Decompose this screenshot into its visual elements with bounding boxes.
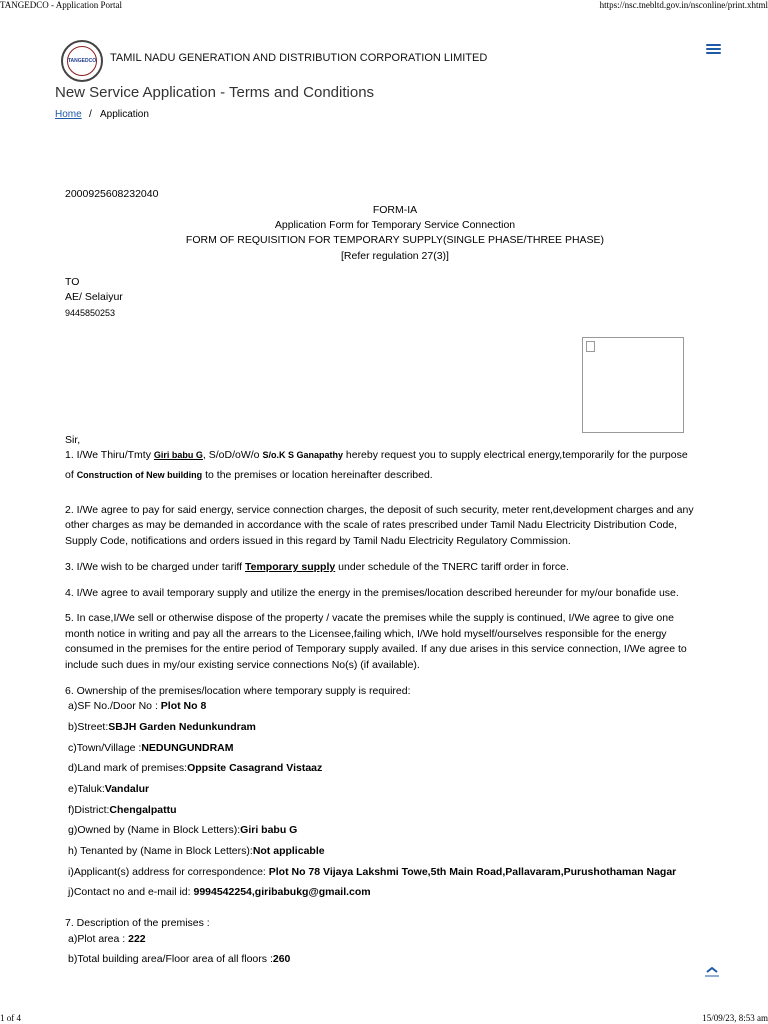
page-title: New Service Application - Terms and Conditions [55, 84, 375, 101]
purpose: Construction of New building [76, 470, 203, 480]
addressee: AE/ Selaiyur [65, 291, 123, 303]
form-heading: FORM OF REQUISITION FOR TEMPORARY SUPPLY(SINGLE PHASE/THREE PHASE) [185, 234, 605, 246]
field-door-no: a)SF No./Door No : Plot No 8 [68, 700, 207, 712]
field-plot-area: a)Plot area : 222 [68, 933, 146, 945]
hamburger-menu-icon[interactable] [706, 44, 721, 56]
logo-emblem: TANGEDCO [67, 46, 97, 76]
print-header-title: TANGEDCO - Application Portal [0, 0, 123, 10]
breadcrumb [55, 109, 82, 120]
para-2-line-2: other charges as may be demanded in accordance with the scale of rates prescribed under Tamil Nadu Electricity Distribution Code, [65, 519, 678, 531]
addressee-phone: 9445850253 [65, 308, 116, 318]
para-5-line-2: month notice in writing and pay all the arrears to the Licensee,failing which, I/We hold myself/ourselves responsible for the energy [65, 628, 667, 640]
field-tenanted-by: h) Tenanted by (Name in Block Letters):Not applicable [68, 845, 325, 857]
breadcrumb-separator: / [89, 109, 92, 120]
field-landmark: d)Land mark of premises:Oppsite Casagrand Vistaaz [68, 762, 323, 774]
salutation: Sir, [65, 434, 81, 446]
breadcrumb-home-link[interactable]: Home [55, 109, 82, 120]
field-owned-by: g)Owned by (Name in Block Letters):Giri babu G [68, 824, 298, 836]
print-date: 15/09/23, 8:53 am [702, 1013, 768, 1023]
para-5-line-3: consumed in the premises for the entire period of Temporary supply availed. If any due arises in this service connection, I/We agree to [65, 643, 687, 655]
para-1-line-2: of Construction of New building to the premises or location hereinafter described. [65, 469, 433, 481]
tariff-value: Temporary supply [244, 561, 336, 573]
para-5-line-4: include such dues in my/our existing service connections No(s) (if available). [65, 659, 420, 671]
field-street: b)Street:SBJH Garden Nedunkundram [68, 721, 256, 733]
field-correspondence-address: i)Applicant(s) address for correspondence: Plot No 78 Vijaya Lakshmi Towe,5th Main Road,Pallavaram,Purushothaman Nagar [68, 866, 677, 878]
section-7-title: 7. Description of the premises : [65, 917, 210, 929]
print-header-url: https://nsc.tnebltd.gov.in/nsconline/print.xhtml [599, 0, 768, 10]
form-subtitle: Application Form for Temporary Service Connection [274, 219, 516, 231]
form-id: FORM-IA [372, 204, 418, 216]
print-page-number: 1 of 4 [0, 1013, 21, 1023]
form-regulation: [Refer regulation 27(3)] [341, 250, 449, 262]
section-6-title: 6. Ownership of the premises/location where temporary supply is required: [65, 685, 411, 697]
field-town: c)Town/Village :NEDUNGUNDRAM [68, 742, 234, 754]
applicant-name: Giri babu G [153, 450, 203, 460]
para-2-line-3: Supply Code, notifications and orders issued in this regard by Tamil Nadu Electricity Regulatory Commission. [65, 535, 571, 547]
to-label: TO [65, 276, 80, 288]
para-1-line-1: 1. I/We Thiru/Tmty Giri babu G, S/oD/oW/o S/o.K S Ganapathy hereby request you to supply electrical energy,temporarily for the purpose [65, 449, 688, 461]
applicant-photo [582, 337, 684, 433]
para-2-line-1: 2. I/We agree to pay for said energy, service connection charges, the deposit of such security, meter rent,development charges and any [65, 504, 694, 516]
scroll-top-icon[interactable] [704, 964, 720, 976]
application-number: 2000925608232040 [65, 188, 159, 200]
breadcrumb-current: Application [100, 109, 149, 120]
field-district: f)District:Chengalpattu [68, 804, 177, 816]
para-5-line-1: 5. In case,I/We sell or otherwise dispose of the property / vacate the premises while the supply is continued, I/We agree to give one [65, 612, 674, 624]
field-taluk: e)Taluk:Vandalur [68, 783, 150, 795]
para-4: 4. I/We agree to avail temporary supply and utilize the energy in the premises/location described hereunder for my/our bonafide use. [65, 587, 679, 599]
field-contact: j)Contact no and e-mail id: 9994542254,giribabukg@gmail.com [68, 886, 371, 898]
tangedco-logo[interactable] [61, 40, 103, 82]
org-name: TAMIL NADU GENERATION AND DISTRIBUTION CORPORATION LIMITED [110, 52, 488, 64]
field-building-area: b)Total building area/Floor area of all floors :260 [68, 953, 291, 965]
para-3: 3. I/We wish to be charged under tariff Temporary supply under schedule of the TNERC tariff order in force. [65, 561, 569, 573]
father-name: S/o.K S Ganapathy [262, 450, 343, 460]
broken-image-icon [586, 341, 595, 352]
